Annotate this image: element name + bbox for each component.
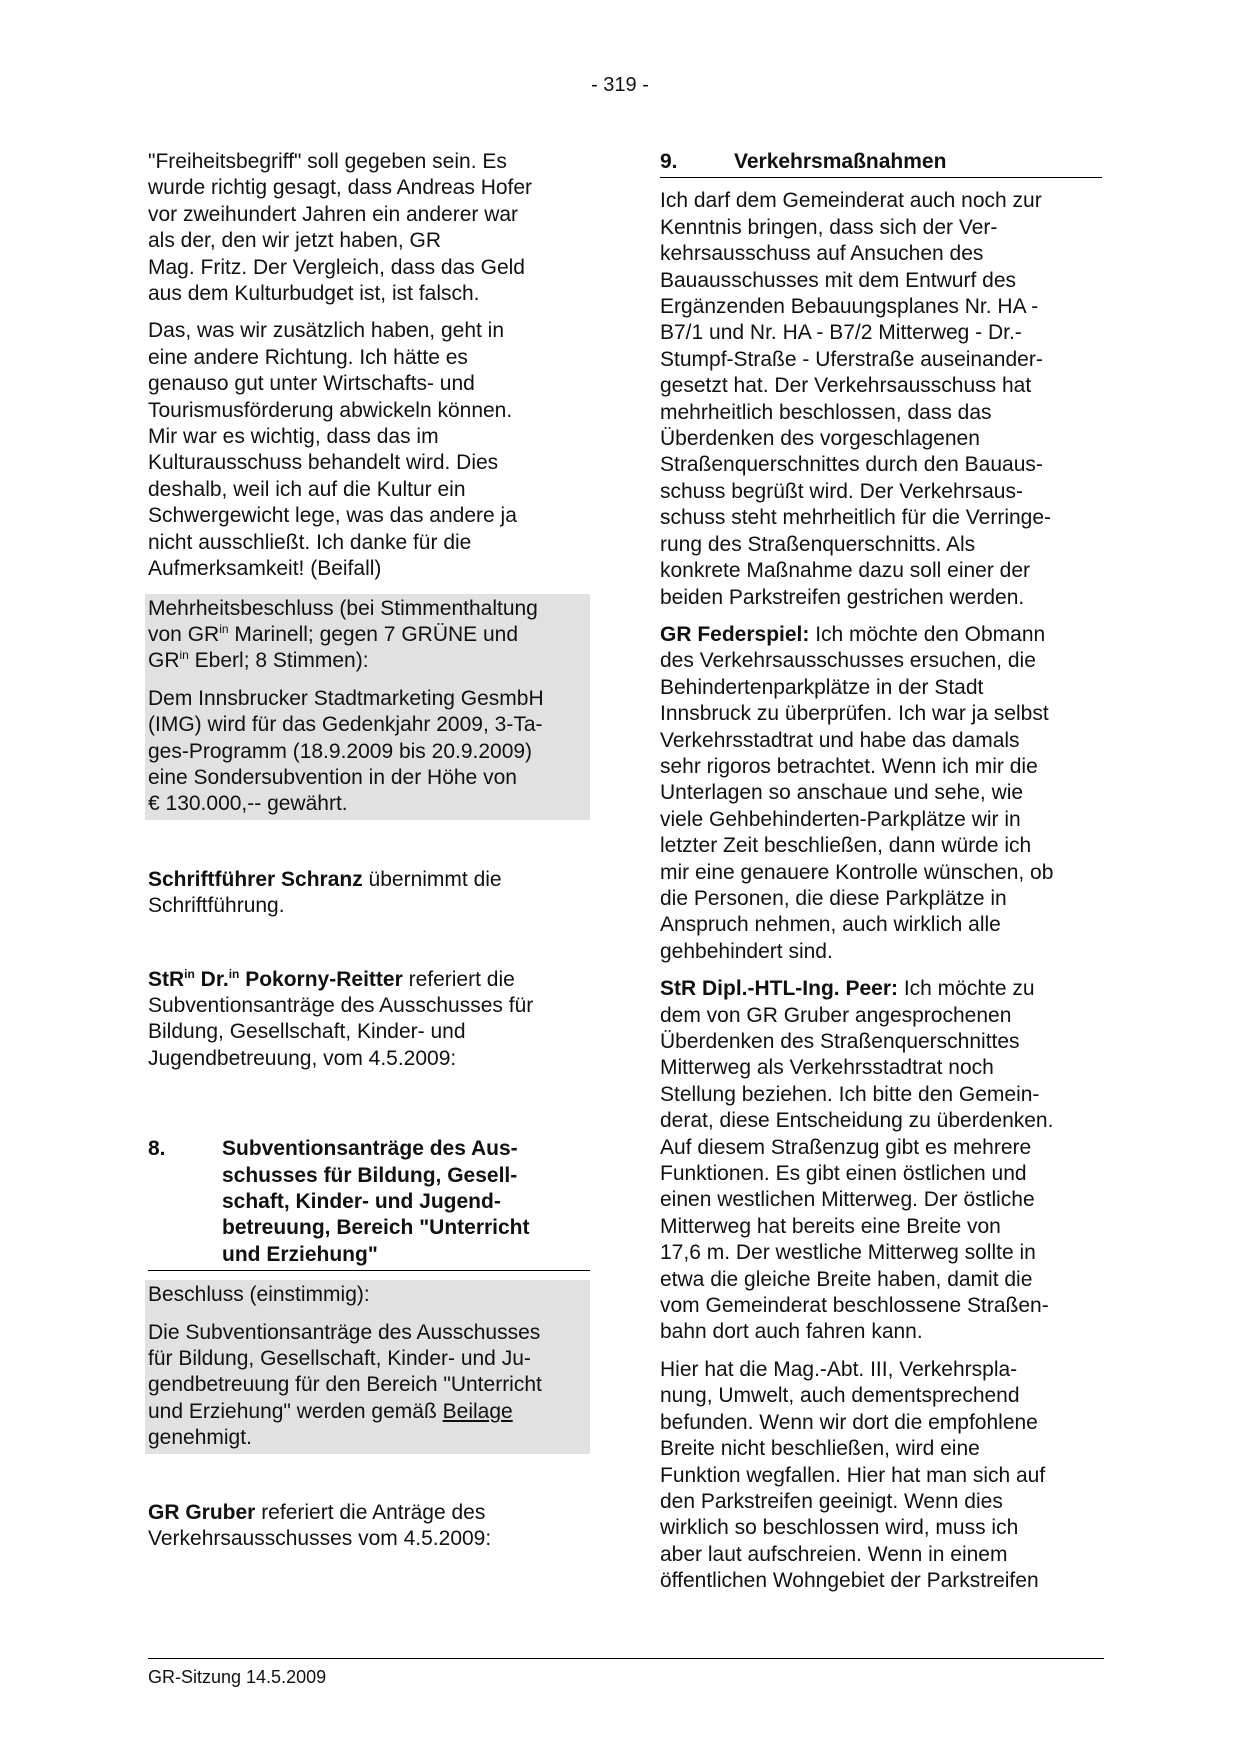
- section-title: Verkehrsmaßnahmen: [734, 150, 947, 173]
- text-line: eine Sondersubvention in der Höhe von: [148, 765, 517, 789]
- text-line: Dem Innsbrucker Stadtmarketing GesmbH: [148, 686, 544, 710]
- resolution-head: Beschluss (einstimmig):: [148, 1283, 370, 1307]
- paragraph-federspiel: GR Federspiel: Ich möchte den Obmann des Verkehrsausschusses ersuchen, die Behindertenparkplätze in der Stadt Innsbruck zu überprüfen. Ich war ja selbst Verkehrsstadtrat und habe das damals sehr rigoros betrachtet. Wenn ich mir die Unterlagen so anschaue und sehe, wie viele Gehbehinderten-Parkplätze wir in letzter Zeit beschließen, dann würde ich mir eine genauere Kontrolle wünschen, ob die Personen, die diese Parkplätze in Anspruch nehmen, auch wirklich alle gehbehindert sind.: [660, 622, 1054, 963]
- resolution-head: Mehrheitsbeschluss (bei Stimmenthaltung von $GR^{in}$ Marinell; gegen 7 GRÜNE und $GR^{in}$ Eberl; 8 Stimmen):: [148, 596, 538, 673]
- text-line: Das, was wir zusätzlich haben, geht in: [148, 319, 505, 343]
- text-line: (IMG) wird für das Gedenkjahr 2009, 3-Ta-: [148, 713, 543, 737]
- text-line: Mag. Fritz. Der Vergleich, dass das Geld: [148, 255, 525, 279]
- left-column: [148, 149, 590, 1563]
- paragraph-gruber: GR Gruber referiert die Anträge des Verkehrsausschusses vom 4.5.2009:: [148, 1500, 492, 1551]
- section-8-heading: [148, 1136, 590, 1271]
- text-line: genauso gut unter Wirtschafts- und: [148, 372, 475, 396]
- text-line: Mir war es wichtig, dass das im: [148, 425, 439, 449]
- text-line: aus dem Kulturbudget ist, ist falsch.: [148, 282, 480, 306]
- paragraph-schriftfuehrer: Schriftführer Schranz übernimmt die Schriftführung.: [148, 867, 502, 918]
- resolution-box-subventionen: [145, 1280, 590, 1453]
- text-line: Aufmerksamkeit! (Beifall): [148, 557, 382, 581]
- text-line: Kulturausschuss behandelt wird. Dies: [148, 451, 499, 475]
- right-column: [660, 149, 1102, 1606]
- text-line: ges-Programm (18.9.2009 bis 20.9.2009): [148, 739, 533, 763]
- resolution-box-img: [145, 594, 590, 820]
- paragraph-zusaetzlich: [148, 318, 590, 582]
- text-line: Subventionsanträge des Ausschusses für: [148, 993, 534, 1017]
- text-line: Jugendbetreuung, vom 4.5.2009:: [148, 1046, 457, 1070]
- text-line: € 130.000,-- gewährt.: [148, 792, 348, 816]
- text-line: nicht ausschließt. Ich danke für die: [148, 530, 472, 554]
- text-line: Tourismusförderung abwickeln können.: [148, 398, 513, 422]
- paragraph-verkehrsplanung: Hier hat die Mag.-Abt. III, Verkehrspla- nung, Umwelt, auch dementsprechend befunden. Wenn wir dort die empfohlene Breite nicht beschließen, wird eine Funktion wegfallen. Hier hat man sich auf den Parkstreifen geeinigt. Wenn dies wirklich so beschlossen wird, muss ich aber laut aufschreien. Wenn in einem öffentlichen Wohngebiet der Parkstreifen: [660, 1357, 1046, 1593]
- paragraph-verkehrsmassnahmen: Ich darf dem Gemeinderat auch noch zur Kenntnis bringen, dass sich der Ver- kehrsausschuss auf Ansuchen des Bauausschusses mit dem Entwurf des Ergänzenden Bebauungsplanes Nr. HA - B7/1 und Nr. HA - B7/2 Mitterweg - Dr.- Stumpf-Straße - Uferstraße auseinander- gesetzt hat. Der Verkehrsausschuss hat mehrheitlich beschlossen, dass das Überdenken des vorgeschlagenen Straßenquerschnittes durch den Bauaus- schuss begrüßt wird. Der Verkehrsaus- schuss steht mehrheitlich für die Verringe- rung des Straßenquerschnitts. Als konkrete Maßnahme dazu soll einer der beiden Parkstreifen gestrichen werden.: [660, 189, 1052, 609]
- text-line: Schwergewicht lege, was das andere ja: [148, 504, 517, 528]
- section-9-heading: [660, 149, 1102, 178]
- paragraph-freiheitsbegriff: [148, 149, 590, 307]
- resolution-body: Die Subventionsanträge des Ausschusses für Bildung, Gesellschaft, Kinder- und Ju- gendbetreuung für den Bereich "Unterricht und Erziehung" werden gemäß Beilage genehmigt.: [148, 1320, 542, 1450]
- beilage-link[interactable]: Beilage: [442, 1399, 513, 1423]
- text-line: deshalb, weil ich auf die Kultur ein: [148, 477, 466, 501]
- text-line: wurde richtig gesagt, dass Andreas Hofer: [148, 176, 533, 200]
- footer-text: GR-Sitzung 14.5.2009: [148, 1667, 327, 1687]
- text-line: als der, den wir jetzt haben, GR: [148, 229, 441, 253]
- paragraph-pokorny: StR$^{in}$ Dr.$^{in}$ Pokorny-Reitter referiert die Subventionsanträge des Ausschusses für Bildung, Gesellschaft, Kinder- und Jugendbetreuung, vom 4.5.2009:: [148, 966, 534, 1070]
- text-line: eine andere Richtung. Ich hätte es: [148, 345, 468, 369]
- text-line: Bildung, Gesellschaft, Kinder- und: [148, 1020, 466, 1044]
- text-line: vor zweihundert Jahren ein anderer war: [148, 202, 519, 226]
- section-number: 9.: [660, 150, 678, 173]
- page-number: - 319 -: [591, 74, 649, 96]
- resolution-body: [148, 686, 587, 818]
- section-number: 8.: [148, 1137, 166, 1161]
- paragraph-peer: StR Dipl.-HTL-Ing. Peer: Ich möchte zu dem von GR Gruber angesprochenen Überdenken des Straßenquerschnittes Mitterweg als Verkehrsstadtrat noch Stellung beziehen. Ich bitte den Gemein- derat, diese Entscheidung zu überdenken. Auf diesem Straßenzug gibt es mehrere Funktionen. Es gibt einen östlichen und einen westlichen Mitterweg. Der östliche Mitterweg hat bereits eine Breite von 17,6 m. Der westliche Mitterweg sollte in etwa die gleiche Breite haben, damit die vom Gemeinderat beschlossene Straßen- bahn dort auch fahren kann.: [660, 977, 1054, 1344]
- footer-divider: [148, 1658, 1104, 1659]
- text-line: "Freiheitsbegriff" soll gegeben sein. Es: [148, 150, 507, 173]
- section-title: Subventionsanträge des Aus- schusses für Bildung, Gesell- schaft, Kinder- und Jugend- betreuung, Bereich "Unterricht und Erziehung": [222, 1137, 530, 1266]
